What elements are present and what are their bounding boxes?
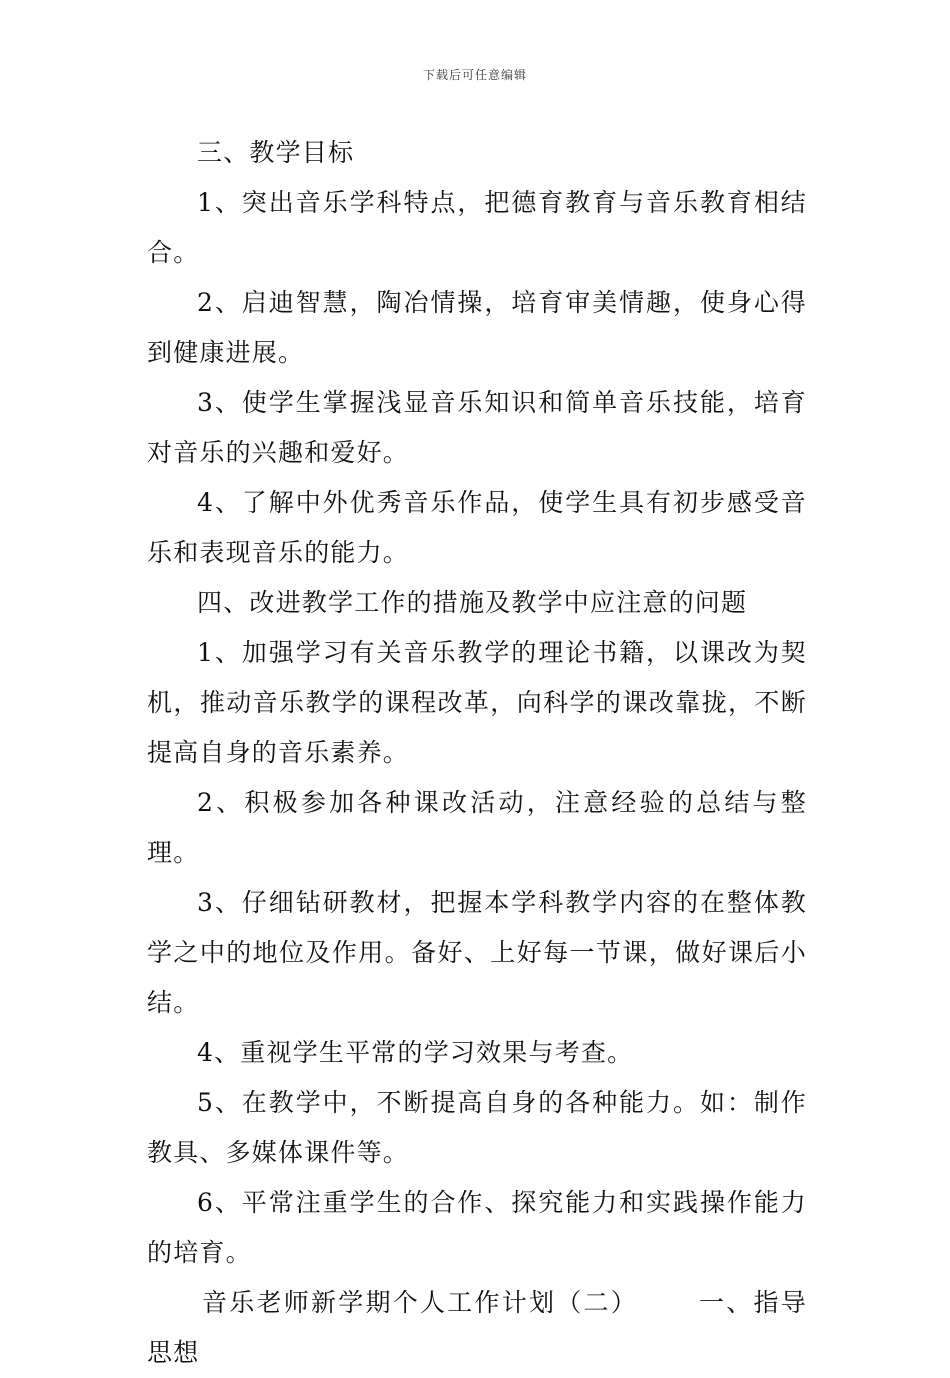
section-heading-guiding-thought: 一、指导思想 xyxy=(147,1288,807,1367)
objective-item-1: 1、突出音乐学科特点，把德育教育与音乐教育相结合。 xyxy=(147,188,807,267)
document-body xyxy=(147,128,807,1378)
objective-item-3: 3、使学生掌握浅显音乐知识和简单音乐技能，培育对音乐的兴趣和爱好。 xyxy=(147,388,807,467)
measure-item-1: 1、加强学习有关音乐教学的理论书籍，以课改为契机，推动音乐教学的课程改革，向科学的课改靠拢，不断提高自身的音乐素养。 xyxy=(147,638,807,767)
measure-item-2: 2、积极参加各种课改活动，注意经验的总结与整理。 xyxy=(147,788,807,867)
objective-item-2: 2、启迪智慧，陶冶情操，培育审美情趣，使身心得到健康进展。 xyxy=(147,288,807,367)
page-header-note: 下载后可任意编辑 xyxy=(422,68,527,82)
measure-item-6: 6、平常注重学生的合作、探究能力和实践操作能力的培育。 xyxy=(147,1188,807,1267)
measure-item-3: 3、仔细钻研教材，把握本学科教学内容的在整体教学之中的地位及作用。备好、上好每一节课，做好课后小结。 xyxy=(147,888,807,1017)
section-heading-measures: 四、改进教学工作的措施及教学中应注意的问题 xyxy=(197,588,748,617)
objective-item-4: 4、了解中外优秀音乐作品，使学生具有初步感受音乐和表现音乐的能力。 xyxy=(147,488,807,567)
measure-item-5: 5、在教学中，不断提高自身的各种能力。如：制作教具、多媒体课件等。 xyxy=(147,1088,807,1167)
section-heading-objectives: 三、教学目标 xyxy=(197,138,355,167)
next-plan-title-line xyxy=(147,1278,807,1378)
measure-item-4: 4、重视学生平常的学习效果与考查。 xyxy=(197,1038,634,1067)
next-plan-title: 音乐老师新学期个人工作计划（二） xyxy=(202,1288,638,1317)
